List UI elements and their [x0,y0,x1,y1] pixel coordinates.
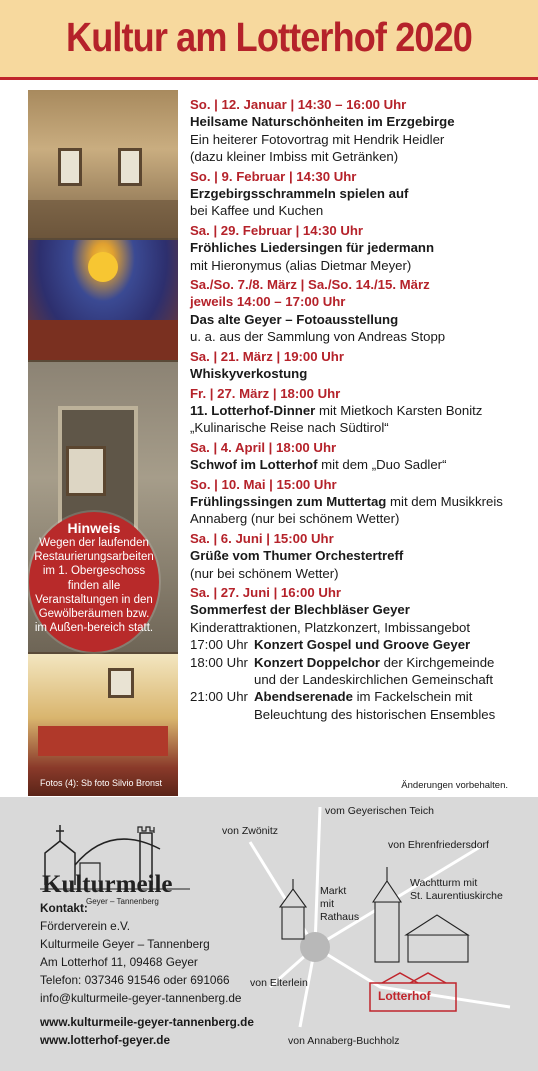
website-link[interactable]: www.kulturmeile-geyer-tannenberg.de [40,1015,254,1029]
event-item [190,584,530,723]
event-text: Kinderattraktionen, Platzkonzert, Imbissangebot [190,619,471,635]
event-title: Schwof im Lotterhof [190,457,318,473]
event-text: mit Hieronymus (alias Dietmar Meyer) [190,257,412,273]
map-label-elterlein: von Elterlein [250,977,308,989]
event-item [190,348,530,383]
event-title-rest: mit dem „Duo Sadler“ [317,457,447,473]
photo-painted-ceiling [28,240,178,360]
timeline-rest: der Kirchgemeinde [380,654,495,670]
event-text: (nur bei schönem Wetter) [190,565,339,581]
timeline-time: 21:00 Uhr [190,689,248,705]
photo-dining-room [28,654,178,796]
event-date: So. | 12. Januar | 14:30 – 16:00 Uhr [190,97,407,112]
event-item [190,476,530,528]
contact-line: Förderverein e.V. [40,919,131,933]
event-title: Fröhliches Liedersingen für jedermann [190,240,435,256]
timeline-time: 17:00 Uhr [190,637,248,653]
event-date: Sa. | 6. Juni | 15:00 Uhr [190,530,334,546]
timeline-time: 18:00 Uhr [190,654,248,670]
event-date: Sa. | 29. Februar | 14:30 Uhr [190,222,364,238]
contact-line: Kulturmeile Geyer – Tannenberg [40,937,210,951]
event-title: Sommerfest der Blechbläser Geyer [190,602,410,618]
event-text: (dazu kleiner Imbiss mit Getränken) [190,149,399,165]
event-text: bei Kaffee und Kuchen [190,203,324,219]
event-item [190,222,530,274]
timeline-row [190,654,530,689]
contact-title: Kontakt: [40,901,88,915]
footer-panel [0,797,538,1071]
map-label-wachtturm: Wachtturm mit St. Laurentiuskirche [410,877,503,902]
notice-title: Hinweis [67,520,121,536]
timeline-rest: im Fackelschein mit [352,689,473,705]
photo-window [118,148,142,186]
photo-window [66,446,106,496]
event-title-rest: mit dem Musikkreis [386,493,503,509]
map-label-teich: vom Geyerischen Teich [325,805,434,817]
event-text: u. a. aus der Sammlung von Andreas Stopp [190,329,446,345]
event-title: Das alte Geyer – Fotoausstellung [190,311,399,327]
logo-subtitle: Geyer – Tannenberg [86,897,159,906]
event-title-rest: mit Mietkoch Karsten Bonitz [315,402,483,418]
photo-vaulted-room [28,90,178,238]
event-title-line [190,402,530,419]
event-title: Whiskyverkostung [190,366,308,382]
photo-credit: Fotos (4): Sb foto Silvio Bronst [40,778,163,788]
photo-window [108,668,134,698]
timeline-cont: und der Landeskirchlichen Gemeinschaft [254,672,493,687]
map-label-annaberg: von Annaberg-Buchholz [288,1035,400,1047]
event-date: Fr. | 27. März | 18:00 Uhr [190,385,341,401]
event-item [190,276,530,346]
timeline-row [190,636,530,653]
event-title: Grüße vom Thumer Orchestertreff [190,548,404,564]
timeline-row [190,688,530,723]
header-band [0,0,538,80]
event-list [190,96,530,725]
map-label-markt: Markt mit Rathaus [320,885,360,923]
timeline-title: Konzert Doppelchor [254,654,381,670]
event-title: Frühlingssingen zum Muttertag [190,493,387,509]
event-date-extra: jeweils 14:00 – 17:00 Uhr [190,294,346,310]
event-title-line [190,456,530,473]
map-label-zwoenitz: von Zwönitz [222,825,279,837]
event-date: So. | 9. Februar | 14:30 Uhr [190,168,357,184]
event-item [190,168,530,220]
location-map [210,797,530,1071]
event-title: Heilsame Naturschönheiten im Erzgebirge [190,114,455,130]
event-date: So. | 10. Mai | 15:00 Uhr [190,476,337,492]
contact-email[interactable]: info@kulturmeile-geyer-tannenberg.de [40,991,242,1005]
event-date: Sa. | 4. April | 18:00 Uhr [190,439,337,455]
contact-line: Am Lotterhof 11, 09468 Geyer [40,955,198,969]
timeline-title: Abendserenade [254,689,353,705]
photo-collage [28,90,178,796]
event-title: Erzgebirgsschrammeln spielen auf [190,186,409,202]
photo-window [58,148,82,186]
event-title-line [190,493,530,510]
timeline-cont: Beleuchtung des historischen Ensembles [254,706,496,722]
contact-line: Telefon: 037346 91546 oder 691066 [40,973,230,987]
website-link[interactable]: www.lotterhof-geyer.de [40,1033,171,1047]
event-text: Annaberg (nur bei schönem Wetter) [190,511,400,527]
notice-text: Wegen der laufenden Restaurierungsarbeiten im 1. Obergeschoss finden alle Veranstaltungen in den Gewölberäumen bzw. im Außen-bereich statt. [34,537,154,635]
event-title: 11. Lotterhof-Dinner [190,402,316,418]
event-date: Sa. | 21. März | 19:00 Uhr [190,348,344,364]
event-date: Sa./So. 7./8. März | Sa./So. 14./15. März [190,277,430,293]
notice-badge [29,512,159,652]
map-label-ehrenfriedersdorf: von Ehrenfriedersdorf [388,839,489,851]
event-item [190,530,530,582]
page-title: Kultur am Lotterhof 2020 [66,14,472,60]
changes-note: Änderungen vorbehalten. [401,780,508,791]
event-text: Ein heiterer Fotovortrag mit Hendrik Heidler [190,131,445,147]
timeline-title: Konzert Gospel und Groove Geyer [254,637,471,653]
sun-icon [88,252,118,282]
map-label-lotterhof: Lotterhof [378,989,431,1003]
logo-wordmark: Kulturmeile [42,871,173,898]
event-item [190,385,530,437]
event-text: „Kulinarische Reise nach Südtirol“ [190,420,389,436]
event-date: Sa. | 27. Juni | 16:00 Uhr [190,584,342,600]
event-item [190,96,530,166]
event-item [190,439,530,474]
